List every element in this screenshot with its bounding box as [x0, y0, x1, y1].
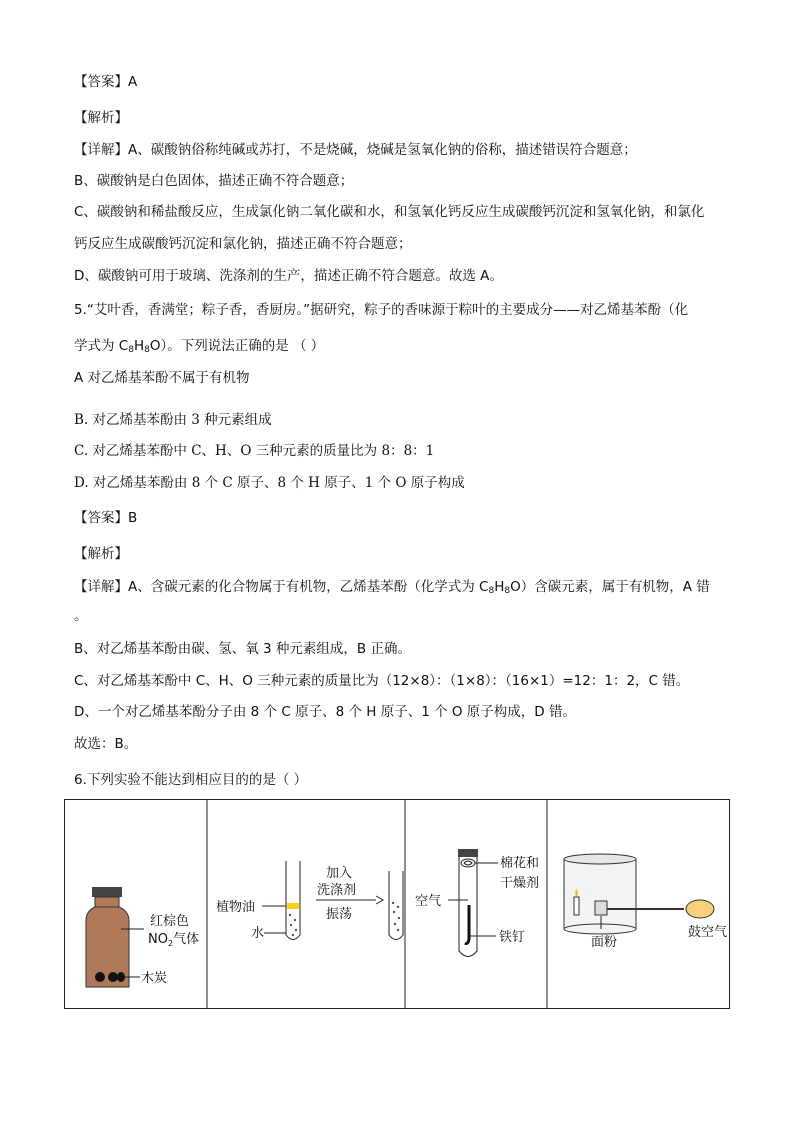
- answer-label: 【答案】: [74, 74, 128, 90]
- candle: [574, 897, 579, 915]
- water-label: 水: [251, 926, 265, 941]
- add-label: 加入: [326, 866, 353, 881]
- detergent-label: 洗涤剂: [317, 883, 357, 898]
- gas-word: 气体: [173, 932, 200, 947]
- formula-prefix: 学式为 C: [74, 338, 129, 354]
- detail-text-end: O）含碳元素，属于有机物，A 错: [510, 579, 710, 595]
- figure-oil-water: [216, 861, 403, 941]
- tube-stopper: [458, 849, 478, 857]
- q4-detail-d: D、碳酸钠可用于玻璃、洗涤剂的生产，描述正确不符合题意。故选 A。: [74, 268, 503, 284]
- q4-analysis-heading: 【解析】: [74, 110, 128, 126]
- flour-cup: [595, 901, 607, 915]
- oil-label: 植物油: [216, 900, 256, 915]
- charcoal-piece: [117, 972, 125, 982]
- test-tube-left: [286, 861, 300, 940]
- charcoal-piece: [95, 972, 105, 982]
- formula-sub-c: 8: [128, 345, 134, 355]
- cotton-label-line2: 干燥剂: [500, 876, 540, 891]
- gas-label-line1: 红棕色: [150, 914, 190, 929]
- formula-sub-c: 8: [488, 586, 495, 596]
- detail-text: A、含碳元素的化合物属于有机物，乙烯基苯酚（化学式为 C: [128, 579, 489, 595]
- detail-label: 【详解】: [74, 579, 128, 595]
- bottle-neck: [95, 897, 119, 907]
- nail-label: 铁钉: [499, 930, 526, 945]
- oil-layer: [287, 903, 299, 909]
- q4-detail-c-line1: C、碳酸钠和稀盐酸反应，生成氯化钠二氧化碳和水，和氢氧化钙反应生成碳酸钙沉淀和氢氧化钠，和氯化: [74, 204, 705, 220]
- no2-formula: NO: [148, 932, 168, 947]
- gas-label-line2: [148, 931, 199, 948]
- q5-stem-line1: 5.“艾叶香，香满堂；粽子香，香厨房。”据研究，粽子的香味源于粽叶的主要成分——对乙烯基苯酚（化: [74, 302, 689, 318]
- formula-suffix: O）。下列说法正确的是 （ ）: [149, 338, 325, 354]
- q5-detail-c: C、对乙烯基苯酚中 C、H、O 三种元素的质量比为（12×8）：（1×8）：（16×1）=12：1：2，C 错。: [74, 673, 690, 689]
- cotton-label-line1: 棉花和: [500, 856, 540, 871]
- q5-option-a: A 对乙烯基苯酚不属于有机物: [74, 370, 250, 386]
- formula-h: H: [133, 338, 145, 354]
- detail-label: 【详解】: [74, 142, 128, 158]
- metal-can: [564, 859, 636, 929]
- bottle-cap: [92, 887, 122, 897]
- q5-option-b: B. 对乙烯基苯酚由 3 种元素组成: [74, 412, 272, 428]
- answer-value: A: [128, 74, 138, 90]
- q5-option-d: D. 对乙烯基苯酚由 8 个 C 原子、8 个 H 原子、1 个 O 原子构成: [74, 475, 465, 491]
- experiment-figure-table: [64, 799, 730, 1009]
- answer-value: B: [128, 510, 138, 526]
- figure-dust-explosion: [564, 854, 727, 950]
- q5-detail-d: D、一个对乙烯基苯酚分子由 8 个 C 原子、8 个 H 原子、1 个 O 原子构成，D 错。: [74, 704, 576, 720]
- formula-sub-h: 8: [144, 345, 150, 355]
- can-lid: [564, 854, 636, 864]
- rubber-bulb: [686, 900, 714, 918]
- flour-label: 面粉: [591, 935, 618, 950]
- q4-answer: [74, 73, 137, 91]
- charcoal-piece: [108, 972, 118, 982]
- figure-bottle-no2: [86, 887, 199, 987]
- q5-detail-b: B、对乙烯基苯酚由碳、氢、氧 3 种元素组成，B 正确。: [74, 641, 411, 657]
- q5-option-c: C. 对乙烯基苯酚中 C、H、O 三种元素的质量比为 8：8：1: [74, 443, 435, 459]
- q5-answer: [74, 509, 137, 527]
- figure-iron-nail: [415, 849, 539, 957]
- iron-nail: [465, 905, 469, 944]
- no2-subscript: 2: [167, 939, 174, 948]
- q4-detail-b: B、碳酸钠是白色固体，描述正确不符合题意；: [74, 173, 354, 189]
- q5-conclusion: 故选：B。: [74, 736, 138, 752]
- cotton-desiccant: [461, 859, 475, 867]
- q5-detail-a: [74, 578, 710, 600]
- q4-detail-a: [74, 141, 637, 159]
- air-label: 空气: [415, 894, 442, 909]
- q5-stem-line2: [74, 337, 324, 359]
- q5-analysis-heading: 【解析】: [74, 546, 128, 562]
- blow-air-label: 鼓空气: [688, 925, 728, 940]
- test-tube-right: [389, 871, 403, 940]
- q5-detail-a-cont: 。: [74, 608, 88, 624]
- formula-sub-h: 8: [504, 586, 511, 596]
- formula-h: H: [494, 579, 505, 595]
- shake-label: 振荡: [326, 907, 353, 922]
- charcoal-label: 木炭: [141, 971, 168, 986]
- q4-detail-c-line2: 钙反应生成碳酸钙沉淀和氯化钠，描述正确不符合题意；: [74, 236, 412, 252]
- answer-label: 【答案】: [74, 510, 128, 526]
- detail-text: A、碳酸钠俗称纯碱或苏打，不是烧碱，烧碱是氢氧化钠的俗称，描述错误符合题意；: [128, 142, 637, 158]
- arrow-head: [376, 896, 383, 904]
- q6-stem: 6.下列实验不能达到相应目的的是（ ）: [74, 772, 308, 788]
